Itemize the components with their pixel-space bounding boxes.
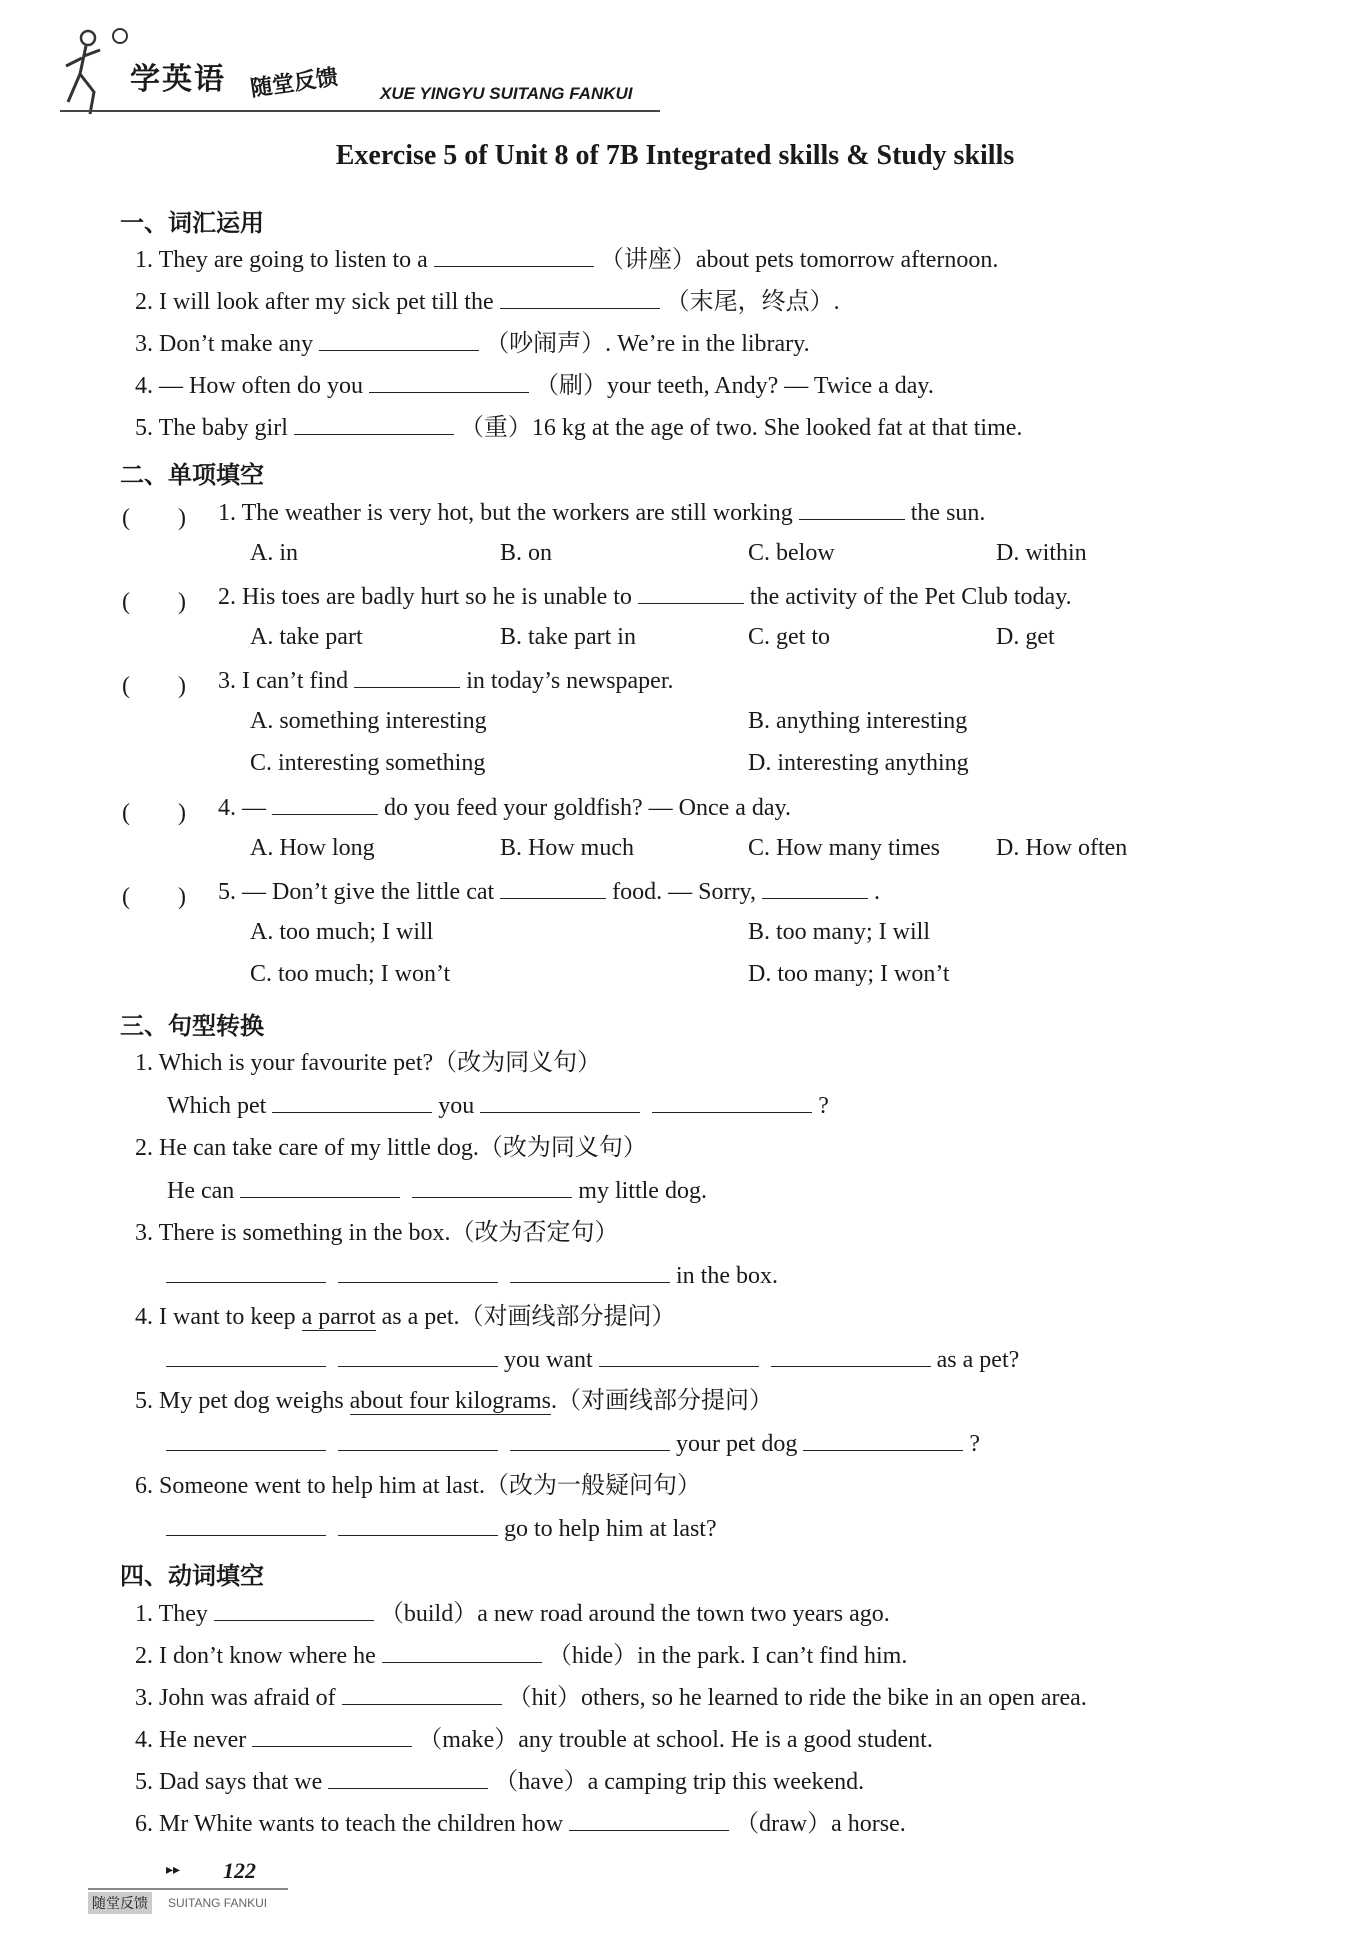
arrow-icon: ▸▸	[166, 1863, 181, 1878]
underlined-phrase: a parrot	[301, 1304, 376, 1330]
footer-tag: 随堂反馈	[88, 1892, 152, 1914]
blank[interactable]	[240, 1175, 400, 1198]
option-a[interactable]: A. take part	[250, 624, 363, 650]
section-2-title: 二、单项填空	[120, 461, 264, 489]
option-c[interactable]: C. get to	[748, 624, 830, 650]
blank	[272, 792, 378, 815]
option-b[interactable]: B. anything interesting	[748, 708, 968, 734]
verb-item-4: 4. He never （make）any trouble at school. He is a good student.	[135, 1724, 933, 1755]
transform-q6: 6. Someone went to help him at last.（改为一般疑问句）	[135, 1473, 701, 1499]
verb-item-6: 6. Mr White wants to teach the children how （draw）a horse.	[135, 1808, 906, 1839]
verb-item-1: 1. They （build）a new road around the town two years ago.	[135, 1598, 890, 1629]
option-d[interactable]: D. too many; I won’t	[748, 961, 950, 987]
header-roman: XUE YINGYU SUITANG FANKUI	[380, 84, 633, 103]
blank[interactable]	[771, 1344, 931, 1367]
blank[interactable]	[214, 1598, 374, 1621]
transform-q1: 1. Which is your favourite pet?（改为同义句）	[135, 1050, 602, 1076]
vocab-item-5: 5. The baby girl （重）16 kg at the age of two. She looked fat at that time.	[135, 412, 1022, 443]
underlined-phrase: about four kilograms	[349, 1388, 551, 1414]
blank[interactable]	[328, 1766, 488, 1789]
blank	[799, 497, 905, 520]
blank	[762, 876, 868, 899]
answer-paren[interactable]: ( )	[122, 800, 186, 826]
blank[interactable]	[599, 1344, 759, 1367]
option-a[interactable]: A. too much; I will	[250, 919, 434, 945]
transform-a4: you want as a pet?	[160, 1344, 1019, 1375]
option-c[interactable]: C. too much; I won’t	[250, 961, 451, 987]
answer-paren[interactable]: ( )	[122, 505, 186, 531]
section-3-title: 三、句型转换	[120, 1012, 264, 1040]
header-subtitle: 随堂反馈	[248, 64, 340, 102]
option-b[interactable]: B. too many; I will	[748, 919, 930, 945]
blank[interactable]	[500, 286, 660, 309]
option-d[interactable]: D. interesting anything	[748, 750, 969, 776]
runner-icon	[60, 22, 130, 122]
mc-question-3: 3. I can’t find in today’s newspaper.	[218, 665, 673, 696]
option-b[interactable]: B. How much	[500, 835, 634, 861]
transform-q4: 4. I want to keep a parrot as a pet.（对画线部分提问）	[135, 1304, 676, 1330]
blank[interactable]	[294, 412, 454, 435]
blank[interactable]	[803, 1428, 963, 1451]
blank[interactable]	[342, 1682, 502, 1705]
blank[interactable]	[569, 1808, 729, 1831]
answer-paren[interactable]: ( )	[122, 884, 186, 910]
transform-a1: Which pet you ?	[167, 1090, 829, 1121]
exercise-title: Exercise 5 of Unit 8 of 7B Integrated skills & Study skills	[335, 140, 1015, 171]
option-d[interactable]: D. get	[996, 624, 1055, 650]
vocab-item-2: 2. I will look after my sick pet till the （末尾，终点）.	[135, 286, 840, 317]
page-header	[60, 22, 670, 132]
blank[interactable]	[382, 1640, 542, 1663]
page-footer	[88, 1858, 288, 1918]
blank[interactable]	[319, 328, 479, 351]
transform-q5: 5. My pet dog weighs about four kilograms.（对画线部分提问）	[135, 1388, 773, 1414]
answer-paren[interactable]: ( )	[122, 589, 186, 615]
option-a[interactable]: A. in	[250, 540, 298, 566]
blank[interactable]	[338, 1260, 498, 1283]
blank[interactable]	[338, 1513, 498, 1536]
page-number: 122	[223, 1858, 256, 1883]
transform-a2: He can my little dog.	[167, 1175, 707, 1206]
header-title: 学英语	[130, 62, 226, 97]
blank[interactable]	[166, 1428, 326, 1451]
header-rule	[60, 110, 660, 112]
option-d[interactable]: D. within	[996, 540, 1087, 566]
transform-a3: in the box.	[160, 1260, 778, 1291]
vocab-item-3: 3. Don’t make any （吵闹声）. We’re in the library.	[135, 328, 810, 359]
blank[interactable]	[434, 244, 594, 267]
blank[interactable]	[510, 1428, 670, 1451]
footer-roman: SUITANG FANKUI	[168, 1896, 268, 1910]
option-c[interactable]: C. interesting something	[250, 750, 486, 776]
option-d[interactable]: D. How often	[996, 835, 1128, 861]
section-1-title: 一、词汇运用	[120, 209, 264, 237]
mc-question-5: 5. — Don’t give the little cat food. — Sorry, .	[218, 876, 880, 907]
option-c[interactable]: C. How many times	[748, 835, 940, 861]
blank[interactable]	[412, 1175, 572, 1198]
transform-q2: 2. He can take care of my little dog.（改为同义句）	[135, 1135, 647, 1161]
answer-paren[interactable]: ( )	[122, 673, 186, 699]
verb-item-2: 2. I don’t know where he （hide）in the park. I can’t find him.	[135, 1640, 907, 1671]
blank[interactable]	[272, 1090, 432, 1113]
blank[interactable]	[338, 1344, 498, 1367]
mc-question-2: 2. His toes are badly hurt so he is unable to the activity of the Pet Club today.	[218, 581, 1072, 612]
mc-question-1: 1. The weather is very hot, but the workers are still working the sun.	[218, 497, 985, 528]
blank[interactable]	[166, 1344, 326, 1367]
option-a[interactable]: A. How long	[250, 835, 375, 861]
blank[interactable]	[369, 370, 529, 393]
verb-item-3: 3. John was afraid of （hit）others, so he learned to ride the bike in an open area.	[135, 1682, 1087, 1713]
blank	[354, 665, 460, 688]
blank[interactable]	[510, 1260, 670, 1283]
vocab-item-1: 1. They are going to listen to a （讲座）about pets tomorrow afternoon.	[135, 244, 998, 275]
footer-rule	[88, 1888, 288, 1890]
option-b[interactable]: B. take part in	[500, 624, 636, 650]
transform-a6: go to help him at last?	[160, 1513, 717, 1544]
verb-item-5: 5. Dad says that we （have）a camping trip this weekend.	[135, 1766, 864, 1797]
blank[interactable]	[480, 1090, 640, 1113]
blank[interactable]	[252, 1724, 412, 1747]
blank[interactable]	[166, 1513, 326, 1536]
blank	[638, 581, 744, 604]
mc-question-4: 4. — do you feed your goldfish? — Once a day.	[218, 792, 791, 823]
blank	[500, 876, 606, 899]
transform-a5: your pet dog ?	[160, 1428, 980, 1459]
option-a[interactable]: A. something interesting	[250, 708, 487, 734]
option-b[interactable]: B. on	[500, 540, 553, 566]
blank[interactable]	[166, 1260, 326, 1283]
blank[interactable]	[338, 1428, 498, 1451]
blank[interactable]	[652, 1090, 812, 1113]
option-c[interactable]: C. below	[748, 540, 835, 566]
vocab-item-4: 4. — How often do you （刷）your teeth, Andy? — Twice a day.	[135, 370, 934, 401]
transform-q3: 3. There is something in the box.（改为否定句）	[135, 1220, 619, 1246]
section-4-title: 四、动词填空	[120, 1562, 264, 1590]
